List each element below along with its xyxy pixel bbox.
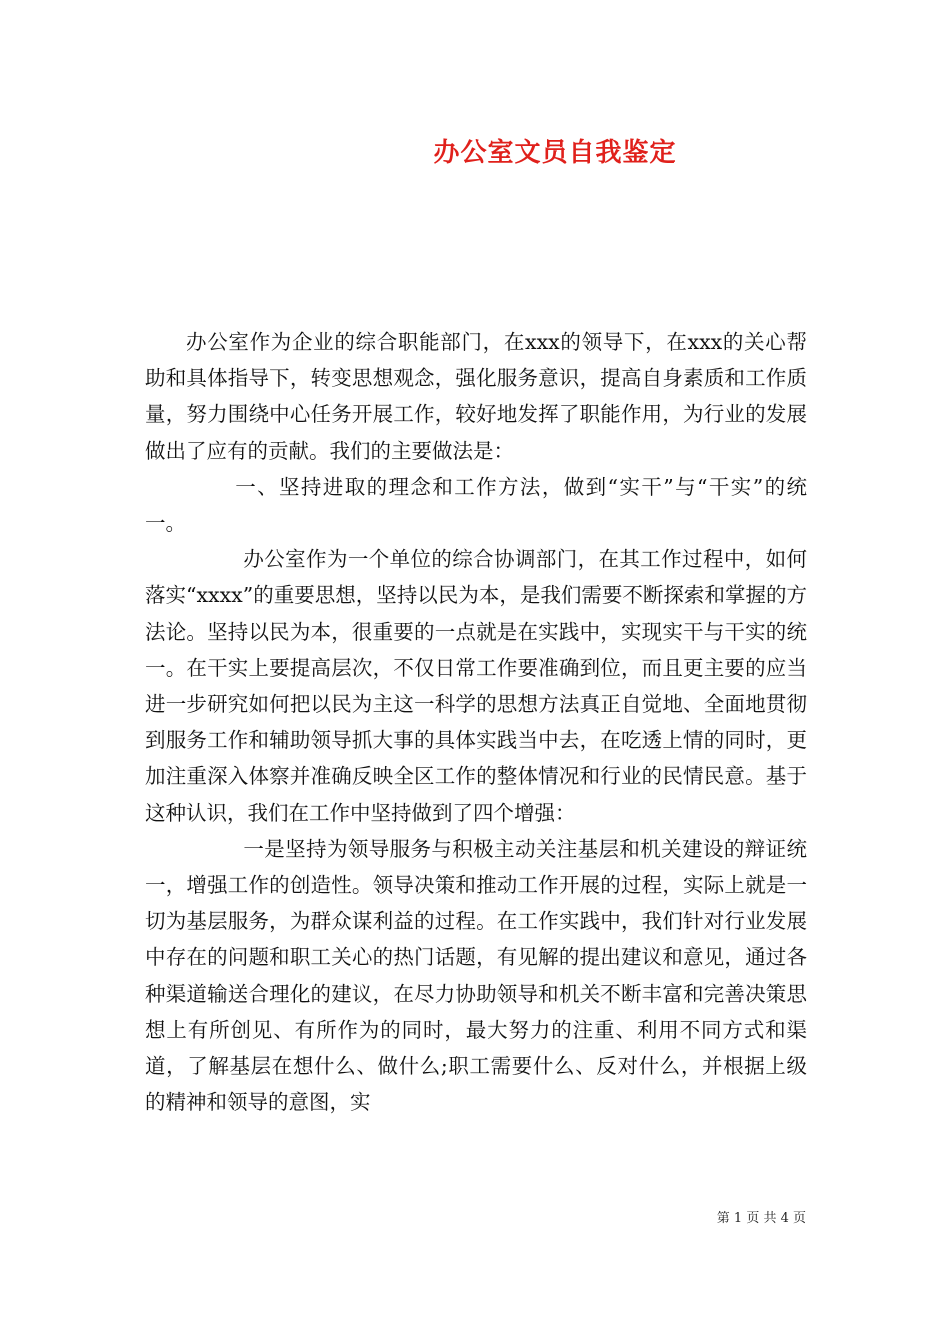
paragraph-intro: 办公室作为企业的综合职能部门，在xxx的领导下，在xxx的关心帮助和具体指导下，转变思想观念，强化服务意识，提高自身素质和工作质量，努力围绕中心任务开展工作，较好地发挥了职能作用，为行业的发展做出了应有的贡献。我们的主要做法是：: [145, 330, 807, 463]
document-body: [145, 324, 807, 1120]
paragraph-section-1: 办公室作为一个单位的综合协调部门，在其工作过程中，如何落实“xxxx”的重要思想，坚持以民为本，是我们需要不断探索和掌握的方法论。坚持以民为本，很重要的一点就是在实践中，实现实干与干实的统一。在干实上要提高层次，不仅日常工作要准确到位，而且更主要的应当进一步研究如何把以民为主这一科学的思想方法真正自觉地、全面地贯彻到服务工作和辅助领导抓大事的具体实践当中去，在吃透上情的同时，更加注重深入体察并准确反映全区工作的整体情况和行业的民情民意。基于这种认识，我们在工作中坚持做到了四个增强：: [145, 547, 807, 825]
paragraph-point-1: 一是坚持为领导服务与积极主动关注基层和机关建设的辩证统一，增强工作的创造性。领导决策和推动工作开展的过程，实际上就是一切为基层服务，为群众谋利益的过程。在工作实践中，我们针对行业发展中存在的问题和职工关心的热门话题，有见解的提出建议和意见，通过各种渠道输送合理化的建议，在尽力协助领导和机关不断丰富和完善决策思想上有所创见、有所作为的同时，最大努力的注重、利用不同方式和渠道，了解基层在想什么、做什么;职工需要什么、反对什么，并根据上级的精神和领导的意图，实: [145, 836, 807, 1115]
document-title: 办公室文员自我鉴定: [433, 138, 677, 168]
section-heading-1: 一、坚持进取的理念和工作方法，做到“实干”与“干实”的统一。: [145, 474, 807, 536]
page-number-footer: 第 1 页 共 4 页: [716, 1211, 806, 1226]
